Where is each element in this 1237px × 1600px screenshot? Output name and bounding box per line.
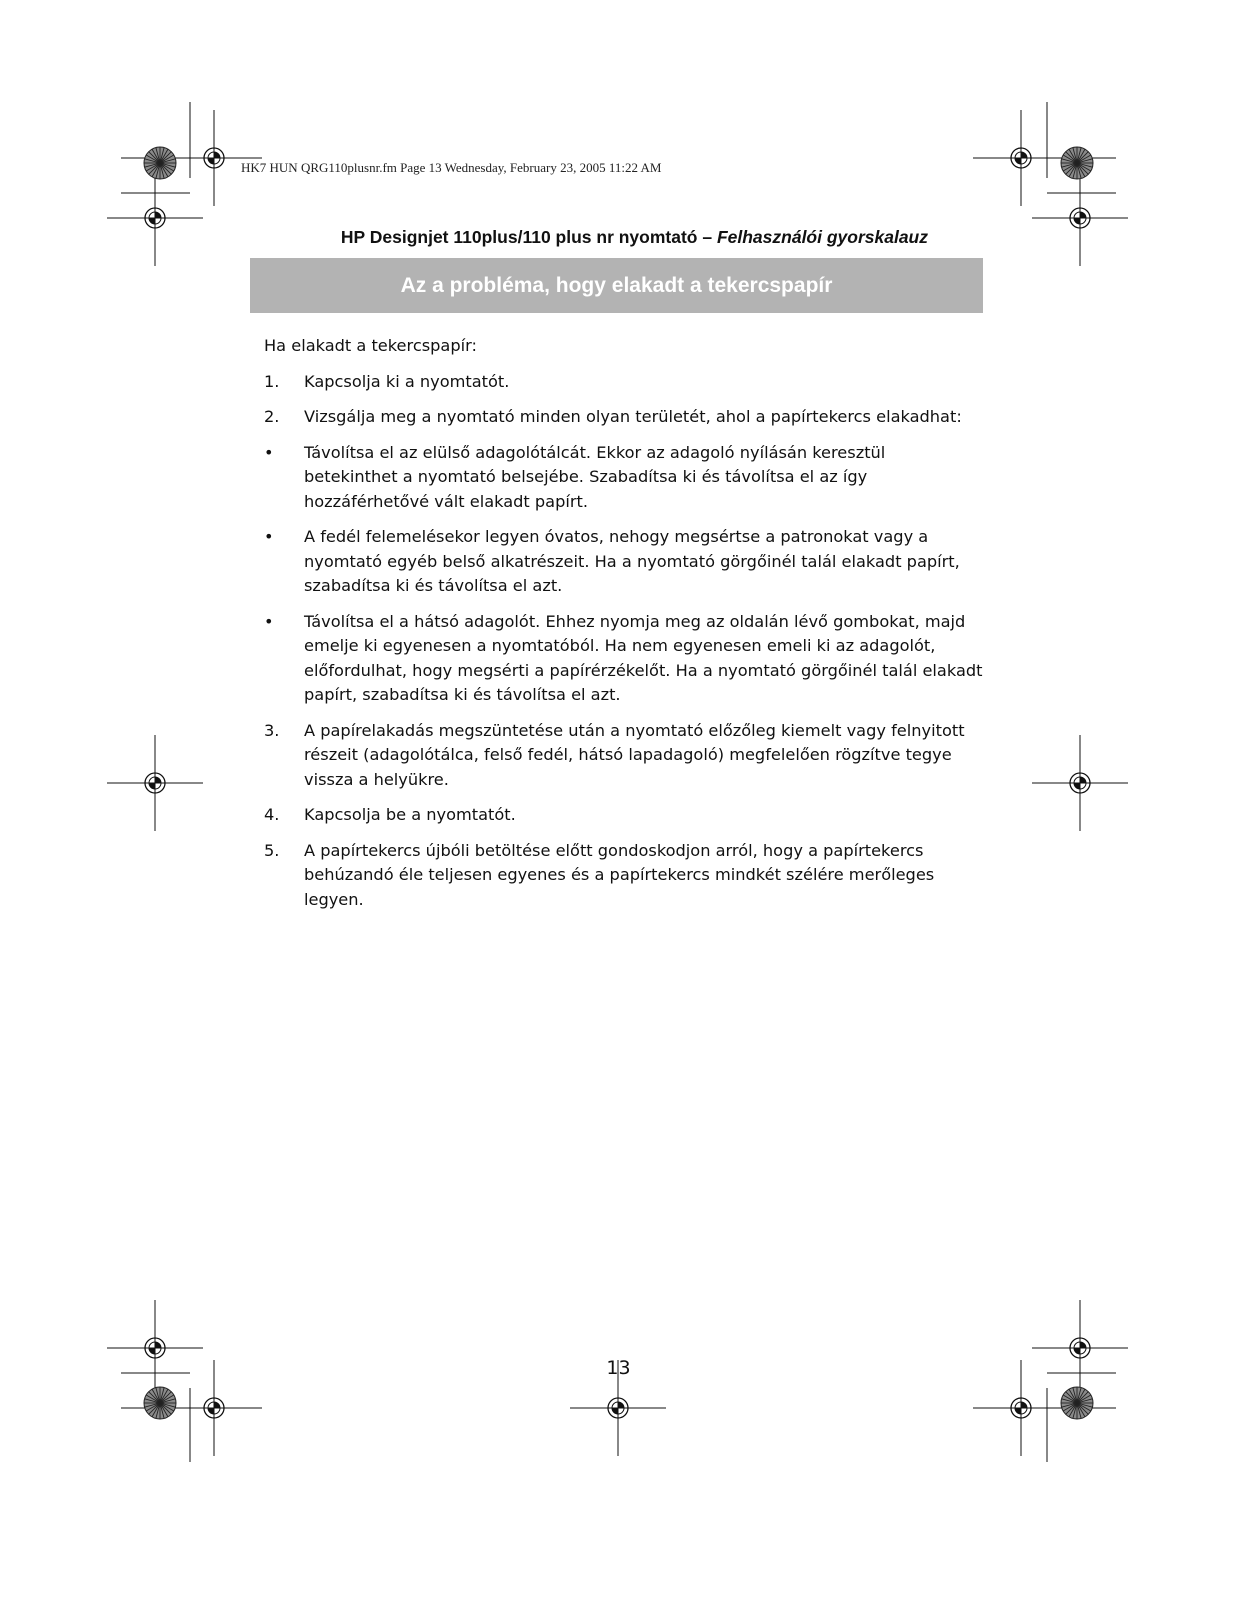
running-header (258, 227, 928, 248)
list-marker: 4. (264, 805, 280, 824)
list-text: Kapcsolja be a nyomtatót. (304, 805, 516, 824)
section-heading: Az a probléma, hogy elakadt a tekercspapír (400, 273, 833, 297)
intro-text: Ha elakadt a tekercspapír: (264, 336, 477, 355)
list-item (264, 803, 984, 828)
body-content (264, 334, 984, 923)
header-subtitle: Felhasználói gyorskalauz (716, 227, 928, 247)
list-item (264, 839, 984, 913)
registration-crosshair-icon (973, 110, 1069, 206)
registration-crosshair-icon (107, 170, 203, 266)
list-item (264, 441, 984, 515)
starburst-target-icon (144, 147, 176, 179)
list-text: A fedél felemelésekor legyen óvatos, nehogy megsértse a patronokat vagy a nyomtató egyéb belső alkatrészeit. Ha a nyomtató görgőinél talál elakadt papírt, szabadítsa ki és távolítsa el azt. (304, 527, 960, 595)
section-banner (250, 258, 983, 313)
list-item (264, 370, 984, 395)
starburst-target-icon (144, 1387, 176, 1419)
list-item (264, 525, 984, 599)
list-marker: • (264, 611, 274, 631)
list-text: Távolítsa el az elülső adagolótálcát. Ekkor az adagoló nyílásán keresztül betekinthet a nyomtató belsejébe. Szabadítsa ki és távolítsa el az így hozzáférhetővé vált elakadt papírt. (304, 442, 886, 511)
registration-crosshair-icon (107, 1300, 203, 1396)
list-marker: • (264, 527, 274, 546)
starburst-target-icon (1061, 1387, 1093, 1419)
list-item (264, 610, 984, 708)
list-text: A papírtekercs újbóli betöltése előtt gondoskodjon arról, hogy a papírtekercs behúzandó éle teljesen egyenes és a papírtekercs mindkét szélére merőleges legyen. (304, 840, 935, 909)
list-text: Vizsgálja meg a nyomtató minden olyan területét, ahol a papírtekercs elakadhat: (304, 407, 962, 426)
page-number: 13 (606, 1357, 631, 1379)
list-marker: 5. (264, 840, 280, 860)
list-marker: 1. (264, 371, 280, 391)
list-marker: 3. (264, 720, 280, 740)
registration-crosshair-icon (1032, 170, 1128, 266)
list-item (264, 719, 984, 793)
registration-crosshair-icon (107, 735, 203, 831)
list-text: Távolítsa el a hátsó adagolót. Ehhez nyomja meg az oldalán lévő gombokat, majd emelje ki egyenesen a nyomtatóból. Ha nem egyenesen emeli ki az adagolót, előfordulhat, hogy megsérti a papírérzékelőt. Ha a nyomtató görgőinél talál elakadt papírt, szabadítsa ki és távolítsa el azt. (304, 611, 983, 704)
list-text: A papírelakadás megszüntetése után a nyomtató előzőleg kiemelt vagy felnyitott részeit (adagolótálca, felső fedél, hátsó lapadagoló) megfelelően rögzítve tegye vissza a helyükre. (304, 720, 965, 789)
list-marker: 2. (264, 407, 280, 426)
list-item (264, 405, 984, 430)
registration-crosshair-icon (166, 110, 262, 206)
registration-crosshair-icon (1032, 735, 1128, 831)
header-title: HP Designjet 110plus/110 plus nr nyomtató – (340, 227, 717, 247)
list-text: Kapcsolja ki a nyomtatót. (304, 371, 510, 391)
registration-crosshair-icon (1032, 1300, 1128, 1396)
print-slug: HK7 HUN QRG110plusnr.fm Page 13 Wednesday, February 23, 2005 11:22 AM (241, 160, 662, 175)
starburst-target-icon (1061, 147, 1093, 179)
list-marker: • (264, 442, 274, 462)
